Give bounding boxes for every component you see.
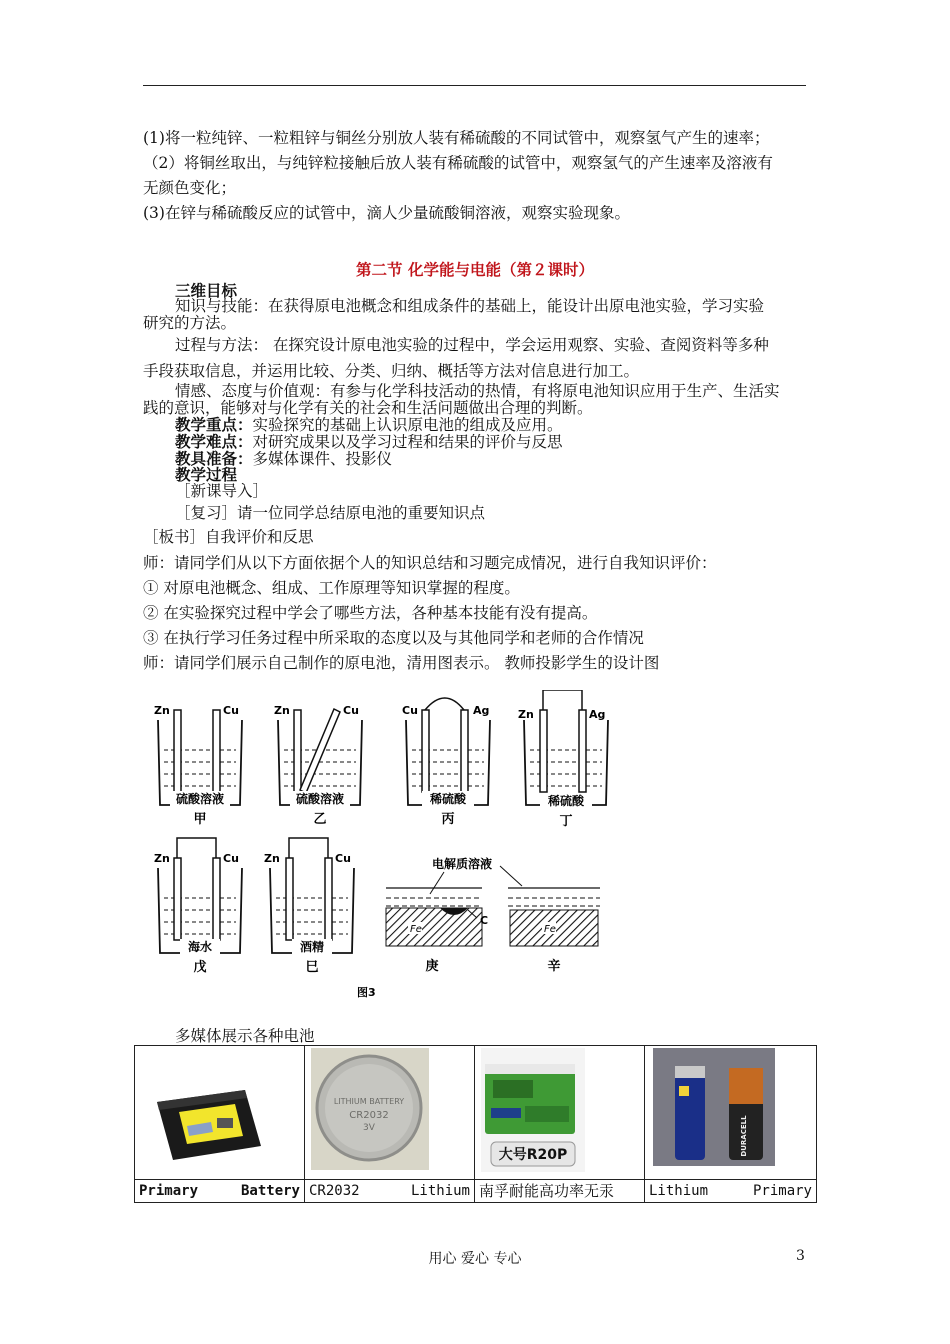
d-cell-battery-image [475, 1046, 645, 1175]
new-lesson-tag: ［新课导入］ [175, 482, 269, 500]
board-line: ［板书］自我评价和反思 [143, 528, 314, 546]
caption-2-b: Lithium [410, 1183, 470, 1199]
label-ding: 丁 [559, 814, 573, 829]
caption-2-a: CR2032 [309, 1183, 360, 1199]
electrode-right-jia: Cu [223, 704, 239, 717]
teaching-difficulty [175, 433, 840, 451]
cell-bing [402, 698, 490, 827]
battery-table [134, 1045, 817, 1203]
teaching-tools-text: 多媒体课件、投影仪 [252, 450, 393, 468]
teaching-tools-label: 教具准备： [175, 449, 253, 468]
objectives-heading: 三维目标 [175, 281, 238, 300]
teacher-line-2: 师：请同学们展示自己制作的原电池，清用图表示。 教师投影学生的设计图 [143, 654, 660, 672]
cell-yi [274, 704, 362, 827]
label-geng: 庚 [425, 959, 439, 974]
carbon-label: C [480, 914, 489, 927]
label-si: 巳 [305, 960, 319, 975]
label-xin: 辛 [547, 959, 561, 974]
electrode-left-si: Zn [264, 852, 280, 865]
intro-line-4: (3)在锌与稀硫酸反应的试管中，滴人少量硫酸铜溶液，观察实验现象。 [143, 204, 630, 222]
fe-label-geng: Fe [410, 924, 422, 935]
battery-image-cell-2 [305, 1046, 475, 1180]
label-bing: 丙 [441, 812, 455, 827]
battery-image-cell-1 [135, 1046, 305, 1180]
process-line-1: 过程与方法： 在探究设计原电池实验的过程中，学会运用观察、实验、查阅资料等多种 [175, 336, 769, 354]
intro-line-2: （2）将铜丝取出，与纯锌粒接触后放人装有稀硫酸的试管中，观察氢气的产生速率及溶液有 [143, 154, 773, 172]
electrode-right-yi: Cu [343, 704, 359, 717]
teaching-key [175, 416, 840, 434]
cell-si [264, 838, 354, 975]
intro-line-1: (1)将一粒纯锌、一粒粗锌与铜丝分别放人装有稀硫酸的不同试管中，观察氢气产生的速率； [143, 129, 770, 147]
battery-image-cell-4 [645, 1046, 817, 1180]
teacher-line-1: 师：请同学们从以下方面依据个人的知识总结和习题完成情况，进行自我知识评价： [143, 554, 717, 572]
coin-battery-image [305, 1046, 475, 1175]
electrode-left-wu: Zn [154, 852, 170, 865]
electrode-left-yi: Zn [274, 704, 290, 717]
intro-line-3: 无颜色变化； [143, 179, 237, 197]
caption-1-a: Primary [139, 1183, 199, 1199]
label-yi: 乙 [313, 812, 327, 827]
emotion-line-2: 践的意识，能够对与化学有关的社会和生活问题做出合理的判断。 [143, 399, 593, 417]
duracell-battery-image [645, 1046, 817, 1175]
knowledge-line-2: 研究的方法。 [143, 314, 237, 332]
multimedia-caption: 多媒体展示各种电池 [175, 1027, 315, 1045]
caption-4-a: Lithium [649, 1183, 709, 1199]
teaching-key-text: 实验探究的基础上认识原电池的组成及应用。 [252, 416, 563, 434]
fe-label-xin: Fe [544, 924, 556, 935]
laptop-battery-image [135, 1046, 305, 1175]
process-line-2: 手段获取信息，并运用比较、分类、归纳、概括等方法对信息进行加工。 [143, 362, 640, 380]
teaching-difficulty-text: 对研究成果以及学习过程和结果的评价与反思 [252, 433, 563, 451]
galvanic-cells-figure [150, 690, 620, 1005]
cell-wu [154, 838, 242, 975]
duracell-brand: DURACELL [740, 1115, 748, 1157]
caption-3: 南孚耐能高功率无汞 [479, 1182, 615, 1200]
solution-ding: 稀硫酸 [547, 794, 585, 808]
electrode-right-wu: Cu [223, 852, 239, 865]
battery-image-cell-3 [475, 1046, 645, 1180]
footer-slogan: 用心 爱心 专心 [428, 1251, 522, 1267]
section-title: 第二节 化学能与电能（第２课时） [356, 260, 594, 279]
battery-caption-1 [135, 1180, 305, 1203]
electrode-left-bing: Cu [402, 704, 418, 717]
review-line: ［复习］请一位同学总结原电池的重要知识点 [175, 504, 486, 522]
caption-4-b: Primary [752, 1183, 812, 1199]
teaching-difficulty-label: 教学难点： [175, 432, 253, 451]
solution-bing: 稀硫酸 [429, 792, 467, 806]
eval-item-1: ① 对原电池概念、组成、工作原理等知识掌握的程度。 [143, 579, 520, 597]
solution-wu: 海水 [187, 940, 213, 954]
electrode-left-jia: Zn [154, 704, 170, 717]
battery-caption-3 [475, 1180, 645, 1203]
label-wu: 戊 [193, 960, 207, 975]
solution-si: 酒精 [299, 940, 325, 954]
page-number: 3 [796, 1248, 805, 1264]
solution-jia: 硫酸溶液 [175, 792, 225, 806]
caption-1-b: Battery [240, 1183, 300, 1199]
cell-ding [518, 690, 608, 829]
electrode-left-ding: Zn [518, 708, 534, 721]
figure-label: 图3 [357, 986, 376, 999]
battery-caption-2 [305, 1180, 475, 1203]
emotion-line-1: 情感、态度与价值观：有参与化学科技活动的热情，有将原电池知识应用于生产、生活实 [175, 382, 780, 400]
electrolyte-label: 电解质溶液 [431, 857, 493, 871]
process-heading: 教学过程 [175, 465, 238, 484]
d-cell-label: 大号R20P [498, 1147, 568, 1163]
coin-brand-text: LITHIUM BATTERY [333, 1097, 405, 1106]
coin-volt-text: 3V [363, 1123, 375, 1133]
solution-yi: 硫酸溶液 [295, 792, 345, 806]
electrode-right-ding: Ag [589, 708, 606, 721]
cell-geng-xin [386, 856, 600, 974]
knowledge-line-1: 知识与技能：在获得原电池概念和组成条件的基础上，能设计出原电池实验，学习实验 [175, 297, 765, 315]
coin-model-text: CR2032 [349, 1110, 389, 1121]
electrode-right-bing: Ag [473, 704, 490, 717]
teaching-key-label: 教学重点： [175, 415, 253, 434]
electrode-right-si: Cu [335, 852, 351, 865]
label-jia: 甲 [193, 812, 207, 827]
eval-item-2: ② 在实验探究过程中学会了哪些方法，各种基本技能有没有提高。 [143, 604, 598, 622]
header-rule [143, 85, 806, 86]
eval-item-3: ③ 在执行学习任务过程中所采取的态度以及与其他同学和老师的合作情况 [143, 629, 644, 647]
cell-jia [154, 704, 242, 827]
battery-caption-4 [645, 1180, 817, 1203]
